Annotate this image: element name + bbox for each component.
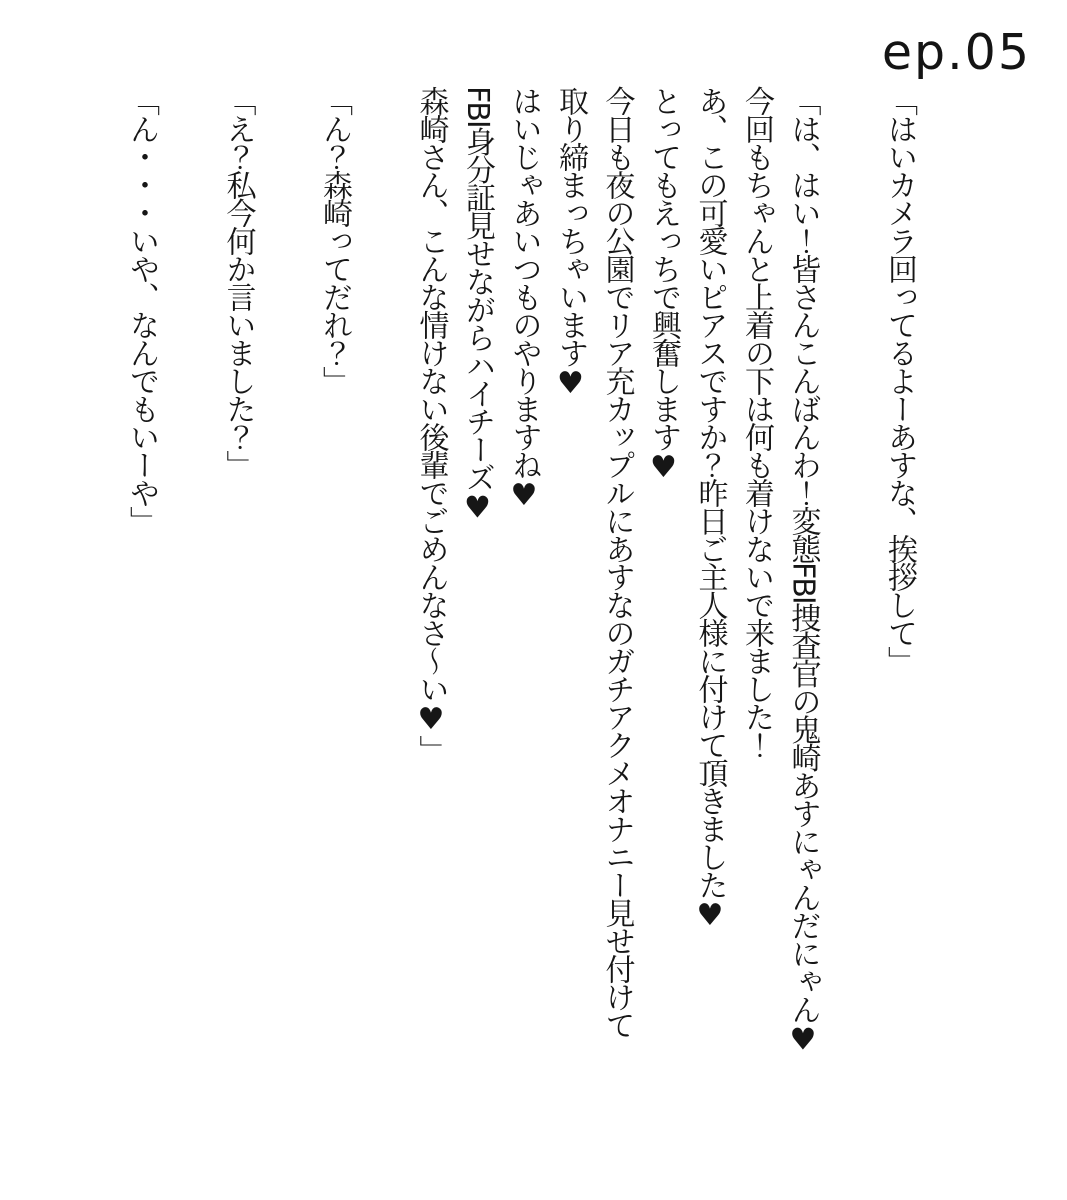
dialogue-paragraph — [876, 86, 923, 1191]
dialogue-line: 今回もちゃんと上着の下は何も着けないで来ました！ — [739, 86, 774, 758]
dialogue-line: とってもえっちで興奮します♥ — [646, 86, 681, 483]
dialogue-line: 今日も夜の公園でリア充カップルにあすなのガチアクメオナニー見せ付けて — [599, 86, 635, 1038]
dialogue-line: 森崎さん、こんな情けない後輩でごめんなさ〜い♥」 — [413, 86, 449, 763]
dialogue-line: 「は、はい！皆さんこんばんわ！変態FBI捜査官の鬼崎あすにゃんだにゃん♥ — [785, 86, 821, 1056]
dialogue-line: 「ん？森崎ってだれ？」 — [317, 86, 352, 394]
dialogue-line: 「え？私今何か言いました？」 — [220, 86, 256, 478]
dialogue-line: 「はいカメラ回ってるよーあすな、挨拶して」 — [882, 86, 917, 674]
dialogue-line: FBI身分証見せながらハイチーズ♥ — [460, 86, 495, 524]
script-text — [118, 86, 923, 1191]
dialogue-line: 取り締まっちゃいます♥ — [553, 86, 588, 399]
dialogue-paragraph — [311, 86, 358, 1191]
dialogue-paragraph — [407, 86, 826, 1191]
dialogue-line: 「ん・・・いや、なんでもいーや」 — [124, 86, 159, 534]
episode-title: ep.05 — [881, 24, 1031, 81]
dialogue-line: あ、この可愛いピアスですか？昨日ご主人様に付けて頂きました♥ — [692, 86, 728, 931]
dialogue-paragraph — [118, 86, 165, 1191]
dialogue-line: はいじゃあいつものやりますね♥ — [506, 86, 542, 511]
dialogue-paragraph — [214, 86, 261, 1191]
